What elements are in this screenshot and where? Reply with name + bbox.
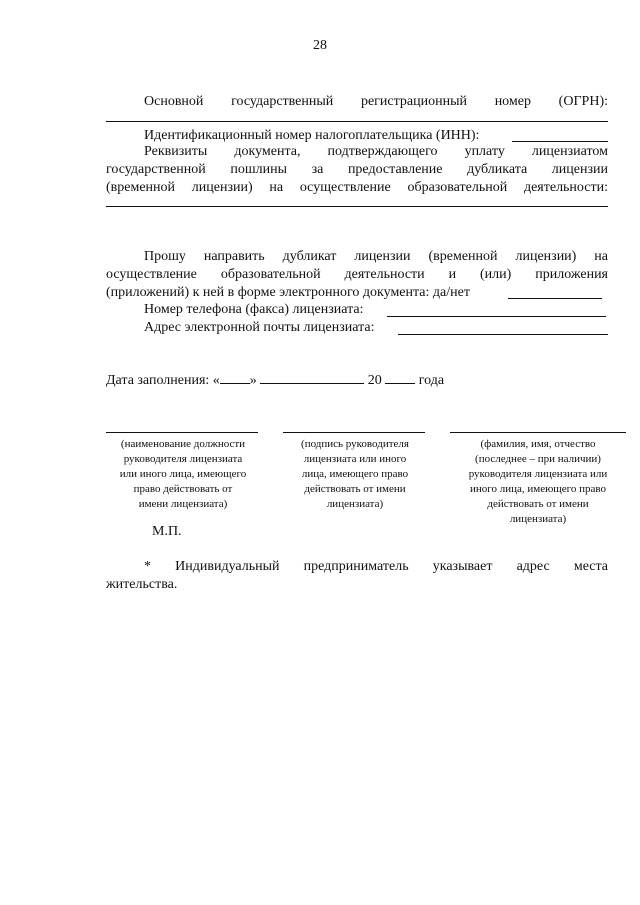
name-caption-line: иного лица, имеющего право xyxy=(469,483,607,495)
position-caption xyxy=(104,437,262,512)
footnote-line-2: жительства. xyxy=(106,577,178,592)
signature-line[interactable] xyxy=(283,432,425,433)
name-caption-line: руководителя лицензиата или xyxy=(468,468,608,480)
position-caption-line: руководителя лицензиата xyxy=(123,453,243,465)
stamp-placeholder: М.П. xyxy=(152,524,182,539)
date-month-field[interactable] xyxy=(260,369,364,384)
date-year-field[interactable] xyxy=(385,369,415,384)
name-signature-line[interactable] xyxy=(450,432,626,433)
date-row xyxy=(106,369,608,391)
request-line-2: осуществление образовательной деятельности и (или) приложения xyxy=(106,267,608,282)
name-caption-line: действовать от имени xyxy=(487,498,589,510)
position-caption-line: имени лицензиата) xyxy=(138,498,228,510)
ogrn-field[interactable] xyxy=(106,121,608,122)
email-row xyxy=(106,318,608,338)
date-close-quote: » xyxy=(249,373,257,388)
date-day-field[interactable] xyxy=(220,369,250,384)
signature-caption xyxy=(280,437,430,512)
phone-field[interactable] xyxy=(387,316,606,317)
email-field[interactable] xyxy=(398,334,608,335)
footnote-line-1: * Индивидуальный предприниматель указывает адрес места xyxy=(144,559,608,574)
name-caption xyxy=(448,437,628,527)
name-caption-line: (фамилия, имя, отчество xyxy=(480,438,596,450)
date-label: Дата заполнения: « xyxy=(106,373,220,388)
signature-caption-line: действовать от имени xyxy=(304,483,406,495)
signature-caption-line: (подпись руководителя xyxy=(301,438,409,450)
position-caption-line: или иного лица, имеющего xyxy=(119,468,247,480)
ogrn-label: Основной государственный регистрационный номер (ОГРН): xyxy=(144,94,608,109)
signature-caption-line: лица, имеющего право xyxy=(301,468,409,480)
position-signature-line[interactable] xyxy=(106,432,258,433)
phone-row xyxy=(106,300,608,320)
name-caption-line: лицензиата) xyxy=(509,513,567,525)
request-line-1: Прошу направить дубликат лицензии (временной лицензии) на xyxy=(144,249,608,264)
signature-caption-line: лицензиата) xyxy=(326,498,384,510)
requisites-line-1: Реквизиты документа, подтверждающего уплату лицензиатом xyxy=(144,144,608,159)
inn-label: Идентификационный номер налогоплательщика (ИНН): xyxy=(144,128,480,143)
signature-caption-line: лицензиата или иного xyxy=(303,453,407,465)
requisites-line-2: государственной пошлины за предоставление дубликата лицензии xyxy=(106,162,608,177)
email-label: Адрес электронной почты лицензиата: xyxy=(144,320,375,335)
phone-label: Номер телефона (факса) лицензиата: xyxy=(144,302,364,317)
requisites-field[interactable] xyxy=(106,206,608,207)
electronic-choice-field[interactable] xyxy=(508,298,602,299)
position-caption-line: право действовать от xyxy=(133,483,233,495)
position-caption-line: (наименование должности xyxy=(120,438,246,450)
name-caption-line: (последнее – при наличии) xyxy=(475,453,601,465)
requisites-line-3: (временной лицензии) на осуществление образовательной деятельности: xyxy=(106,180,608,195)
date-century: 20 xyxy=(367,373,382,388)
date-year-word: года xyxy=(418,373,445,388)
page-number: 28 xyxy=(313,38,327,53)
request-line-3-text: (приложений) к ней в форме электронного документа: да/нет xyxy=(106,285,470,300)
